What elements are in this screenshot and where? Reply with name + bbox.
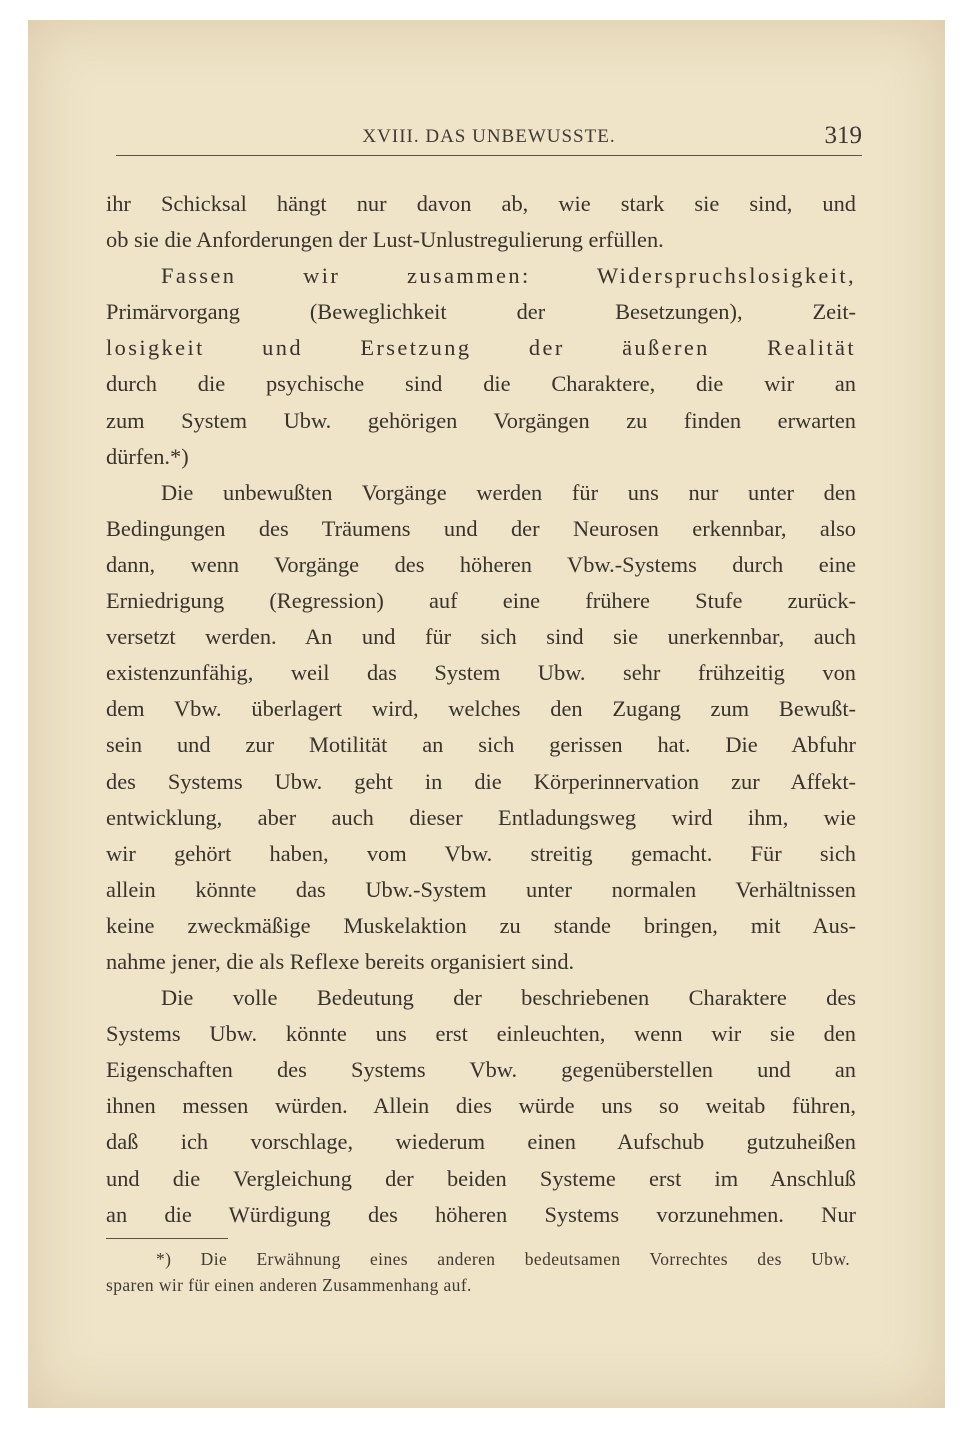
footnote — [106, 1246, 850, 1298]
text-line: Erniedrigung (Regression) auf eine frühere Stufe zurück- — [106, 588, 856, 614]
text-line: dann, wenn Vorgänge des höheren Vbw.-Systems durch eine — [106, 551, 856, 577]
text-line: losigkeit und Ersetzung der äußeren Realität — [106, 335, 856, 361]
text-line: allein könnte das Ubw.-System unter normalen Verhältnissen — [106, 876, 856, 902]
text-line: ihnen messen würden. Allein dies würde uns so weitab führen, — [106, 1093, 856, 1119]
text-line: zum System Ubw. gehörigen Vorgängen zu finden erwarten — [106, 407, 856, 433]
text-line: ob sie die Anforderungen der Lust-Unlustregulierung erfüllen. — [106, 227, 664, 253]
footnote-line: *) Die Erwähnung eines anderen bedeutsamen Vorrechtes des Ubw. — [156, 1249, 850, 1269]
page-header — [116, 122, 862, 158]
footnote-rule — [106, 1238, 228, 1239]
body-text — [106, 186, 856, 1233]
text-line: ihr Schicksal hängt nur davon ab, wie stark sie sind, und — [106, 191, 856, 216]
text-line: Die unbewußten Vorgänge werden für uns nur unter den — [161, 479, 856, 505]
text-line: sein und zur Motilität an sich gerissen hat. Die Abfuhr — [106, 732, 856, 758]
text-line: dem Vbw. überlagert wird, welches den Zugang zum Bewußt- — [106, 696, 856, 722]
text-line: entwicklung, aber auch dieser Entladungsweg wird ihm, wie — [106, 804, 856, 830]
running-head: XVIII. DAS UNBEWUSSTE. — [362, 126, 616, 147]
text-line: existenzunfähig, weil das System Ubw. sehr frühzeitig von — [106, 660, 856, 686]
text-line: dürfen.*) — [106, 443, 189, 469]
text-line: durch die psychische sind die Charaktere, die wir an — [106, 371, 856, 397]
text-line: daß ich vorschlage, wiederum einen Aufschub gutzuheißen — [106, 1129, 856, 1155]
text-line: Systems Ubw. könnte uns erst einleuchten, wenn wir sie den — [106, 1021, 856, 1047]
text-line: Eigenschaften des Systems Vbw. gegenüberstellen und an — [106, 1057, 856, 1083]
text-line: und die Vergleichung der beiden Systeme erst im Anschluß — [106, 1165, 856, 1191]
header-rule — [116, 155, 862, 156]
text-line: Fassen wir zusammen: Widerspruchslosigkeit, — [161, 263, 856, 289]
footnote-line: sparen wir für einen anderen Zusammenhang auf. — [106, 1275, 472, 1295]
text-line: nahme jener, die als Reflexe bereits organisiert sind. — [106, 948, 575, 974]
text-line: keine zweckmäßige Muskelaktion zu stande bringen, mit Aus- — [106, 912, 856, 938]
text-line: an die Würdigung des höheren Systems vorzunehmen. Nur — [106, 1201, 856, 1227]
text-line: wir gehört haben, vom Vbw. streitig gemacht. Für sich — [106, 840, 856, 866]
text-line: Bedingungen des Träumens und der Neurosen erkennbar, also — [106, 515, 856, 541]
text-line: versetzt werden. An und für sich sind sie unerkennbar, auch — [106, 624, 856, 650]
page-number: 319 — [824, 122, 862, 149]
text-line: des Systems Ubw. geht in die Körperinnervation zur Affekt- — [106, 768, 856, 794]
text-line: Die volle Bedeutung der beschriebenen Charaktere des — [161, 985, 856, 1011]
text-line: Primärvorgang (Beweglichkeit der Besetzungen), Zeit- — [106, 299, 856, 325]
